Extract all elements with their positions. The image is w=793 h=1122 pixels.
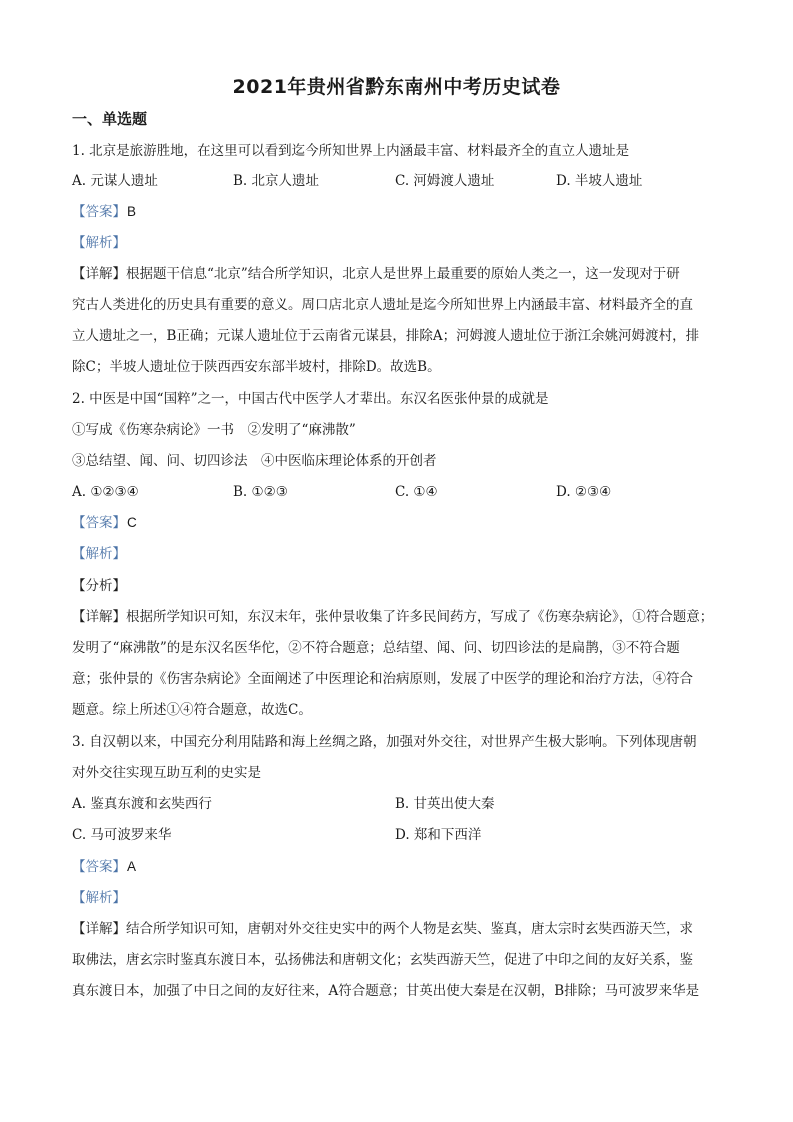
q2-analysis-label <box>72 545 732 563</box>
q2-option-c: C. ①④ <box>395 484 438 500</box>
detail-label: 【详解】 <box>72 609 126 625</box>
q2-detail-line-1 <box>72 608 732 626</box>
answer-value: B <box>127 204 137 219</box>
analysis-label: 【解析】 <box>72 890 126 906</box>
answer-label: 【答案】 <box>72 515 126 531</box>
q2-detail-line-4: 题意。综上所述①④符合题意，故选C。 <box>72 702 312 718</box>
question-3-stem-line-1: 3. 自汉朝以来，中国充分利用陆路和海上丝绸之路，加强对外交往，对世界产生极大影响。下列体现唐朝 <box>72 734 697 750</box>
detail-text: 根据题干信息“北京”结合所学知识，北京人是世界上最重要的原始人类之一，这一发现对于研 <box>126 266 680 282</box>
q2-detail-line-3: 意；张仲景的《伤害杂病论》全面阐述了中医理论和治病原则，发展了中医学的理论和治疗方法，④符合 <box>72 671 693 687</box>
answer-label: 【答案】 <box>72 204 126 220</box>
q3-option-d: D. 郑和下西洋 <box>395 827 482 843</box>
answer-value: A <box>127 859 137 874</box>
q2-items-line-1: ①写成《伤寒杂病论》一书 ②发明了“麻沸散” <box>72 422 356 438</box>
q1-analysis-label <box>72 234 732 252</box>
q3-option-a: A. 鉴真东渡和玄奘西行 <box>72 796 212 812</box>
q1-detail-line-3: 立人遗址之一，B正确；元谋人遗址位于云南省元谋县，排除A；河姆渡人遗址位于浙江余姚河姆渡村，排 <box>72 328 700 344</box>
q2-answer <box>72 514 732 532</box>
analysis-label: 【解析】 <box>72 235 126 251</box>
detail-label: 【详解】 <box>72 921 126 937</box>
q1-detail-line-4: 除C；半坡人遗址位于陕西西安东部半坡村，排除D。故选B。 <box>72 359 441 375</box>
q3-option-c: C. 马可波罗来华 <box>72 827 172 843</box>
detail-text: 根据所学知识可知，东汉末年，张仲景收集了许多民间药方，写成了《伤寒杂病论》，①符合题意； <box>126 609 714 625</box>
q2-detail-line-2: 发明了“麻沸散”的是东汉名医华佗，②不符合题意；总结望、闻、问、切四诊法的是扁鹊，③不符合题 <box>72 640 680 656</box>
q3-option-b: B. 甘英出使大秦 <box>395 796 495 812</box>
q1-option-a: A. 元谋人遗址 <box>72 173 158 189</box>
q1-detail-line-1 <box>72 265 732 283</box>
detail-text: 结合所学知识可知，唐朝对外交往史实中的两个人物是玄奘、鉴真，唐太宗时玄奘西游天竺，求 <box>126 921 693 937</box>
q2-option-a: A. ①②③④ <box>72 484 139 500</box>
answer-label: 【答案】 <box>72 859 126 875</box>
q2-option-b: B. ①②③ <box>233 484 288 500</box>
question-2-stem: 2. 中医是中国“国粹”之一，中国古代中医学人才辈出。东汉名医张仲景的成就是 <box>72 391 549 407</box>
q1-detail-line-2: 究古人类进化的历史具有重要的意义。周口店北京人遗址是迄今所知世界上内涵最丰富、材料最齐全的直 <box>72 297 693 313</box>
q3-detail-line-2: 取佛法，唐玄宗时鉴真东渡日本，弘扬佛法和唐朝文化；玄奘西游天竺，促进了中印之间的友好关系，鉴 <box>72 952 693 968</box>
q1-option-b: B. 北京人遗址 <box>233 173 320 189</box>
page-title: 2021年贵州省黔东南州中考历史试卷 <box>232 76 561 98</box>
question-1-stem: 1. 北京是旅游胜地，在这里可以看到迄今所知世界上内涵最丰富、材料最齐全的直立人遗址是 <box>72 143 630 159</box>
analysis-label: 【解析】 <box>72 546 126 562</box>
q3-analysis-label <box>72 889 732 907</box>
q3-detail-line-1 <box>72 920 732 938</box>
q1-option-d: D. 半坡人遗址 <box>556 173 643 189</box>
answer-value: C <box>127 515 137 530</box>
question-3-stem-line-2: 对外交往实现互助互利的史实是 <box>72 765 261 781</box>
q2-option-d: D. ②③④ <box>556 484 612 500</box>
q3-detail-line-3: 真东渡日本，加强了中日之间的友好往来，A符合题意；甘英出使大秦是在汉朝，B排除；马可波罗来华是 <box>72 983 700 999</box>
q3-answer <box>72 858 732 876</box>
q2-fenxi-label: 【分析】 <box>72 578 126 594</box>
detail-label: 【详解】 <box>72 266 126 282</box>
q1-answer <box>72 203 732 221</box>
section-heading: 一、单选题 <box>72 110 148 128</box>
q2-items-line-2: ③总结望、闻、问、切四诊法 ④中医临床理论体系的开创者 <box>72 453 437 469</box>
q1-option-c: C. 河姆渡人遗址 <box>395 173 495 189</box>
